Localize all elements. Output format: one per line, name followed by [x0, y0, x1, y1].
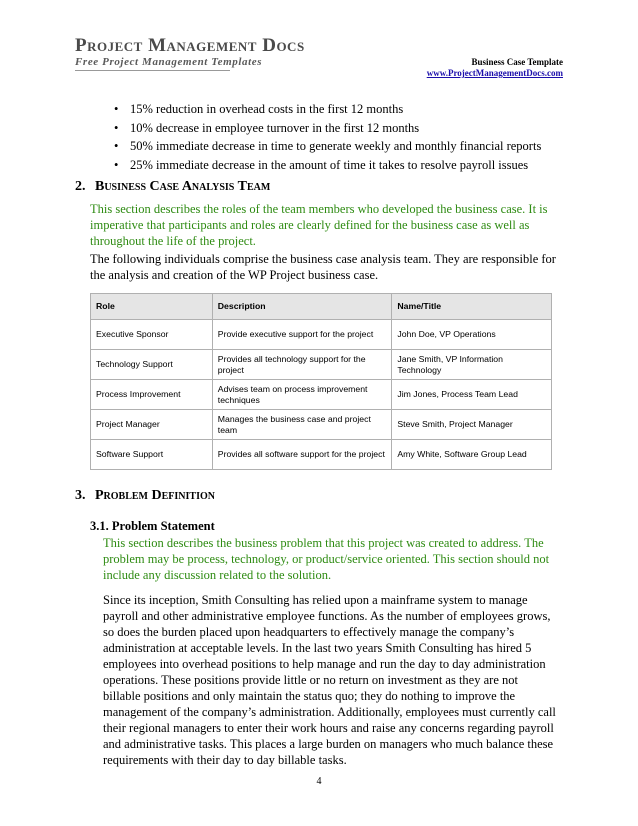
table-cell: Steve Smith, Project Manager	[392, 410, 552, 440]
table-row	[91, 320, 552, 350]
list-item: • 50% immediate decrease in time to generate weekly and monthly financial reports	[120, 137, 541, 156]
table-cell: Advises team on process improvement techniques	[212, 380, 392, 410]
logo-subtitle: Free Project Management Templates	[75, 56, 263, 68]
table-cell: Provides all technology support for the project	[212, 350, 392, 380]
logo-divider	[75, 70, 230, 71]
section-2-intro: The following individuals comprise the business case analysis team. They are responsible for the analysis and creation of the WP Project business case.	[90, 252, 556, 282]
table-row	[91, 380, 552, 410]
column-header: Description	[212, 294, 392, 320]
list-item: • 25% immediate decrease in the amount of time it takes to resolve payroll issues	[120, 156, 541, 175]
section-2-heading	[75, 179, 270, 195]
header-info	[427, 57, 563, 79]
table-cell: Process Improvement	[91, 380, 213, 410]
doc-url-link[interactable]: www.ProjectManagementDocs.com	[426, 68, 563, 78]
column-header: Role	[91, 294, 213, 320]
table-cell: Jane Smith, VP Information Technology	[392, 350, 552, 380]
table-cell: Provides all software support for the project	[212, 440, 392, 470]
table-cell: Provide executive support for the project	[212, 320, 392, 350]
table-cell: Executive Sponsor	[91, 320, 213, 350]
team-table	[90, 293, 552, 470]
section-3-instruction: This section describes the business problem that this project was created to address. The problem may be process, technology, or product/service oriented. This section should not include any discussion related to the solution.	[103, 536, 550, 582]
table-header-row	[91, 294, 552, 320]
section-3-title: Problem Definition	[95, 488, 215, 503]
doc-title: Business Case Template	[471, 57, 563, 67]
table-cell: John Doe, VP Operations	[392, 320, 552, 350]
table-cell: Jim Jones, Process Team Lead	[392, 380, 552, 410]
column-header: Name/Title	[392, 294, 552, 320]
table-row	[91, 440, 552, 470]
section-3-number: 3.	[75, 488, 86, 503]
logo-title: Project Management Docs	[75, 35, 305, 56]
section-3-heading	[75, 488, 215, 504]
section-2-instruction: This section describes the roles of the team members who developed the business case. It is imperative that participants and roles are clearly defined for the business case as well as throughout the life of the project.	[90, 202, 548, 248]
benefits-list	[120, 100, 541, 174]
list-item: • 15% reduction in overhead costs in the first 12 months	[120, 100, 541, 119]
problem-statement-body: Since its inception, Smith Consulting has relied upon a mainframe system to manage payroll and other administrative employee functions. As the number of employees grows, so does the burden placed upon headquarters to effectively manage the company’s administration at acceptable levels. In the last two years Smith Consulting has hired 5 employees into overhead positions to help manage and run the day to day administration operations. These positions provide little or no return on investment as they are not billable positions and only maintain the status quo; they do nothing to improve the management of the company’s administration. Additionally, employees must currently call their regional managers to enter their work hours and raise any concerns regarding payroll and administrative tasks. This places a large burden on managers who much balance these requirements with their day to day billable tasks.	[103, 593, 556, 767]
table-row	[91, 350, 552, 380]
table-cell: Software Support	[91, 440, 213, 470]
section-2-number: 2.	[75, 179, 86, 194]
table-cell: Technology Support	[91, 350, 213, 380]
subsection-3-1-heading: 3.1. Problem Statement	[90, 519, 215, 533]
list-item: • 10% decrease in employee turnover in the first 12 months	[120, 119, 541, 138]
table-row	[91, 410, 552, 440]
table-cell: Project Manager	[91, 410, 213, 440]
table-cell: Manages the business case and project team	[212, 410, 392, 440]
table-cell: Amy White, Software Group Lead	[392, 440, 552, 470]
page-number: 4	[316, 776, 322, 787]
section-2-title: Business Case Analysis Team	[95, 179, 271, 194]
